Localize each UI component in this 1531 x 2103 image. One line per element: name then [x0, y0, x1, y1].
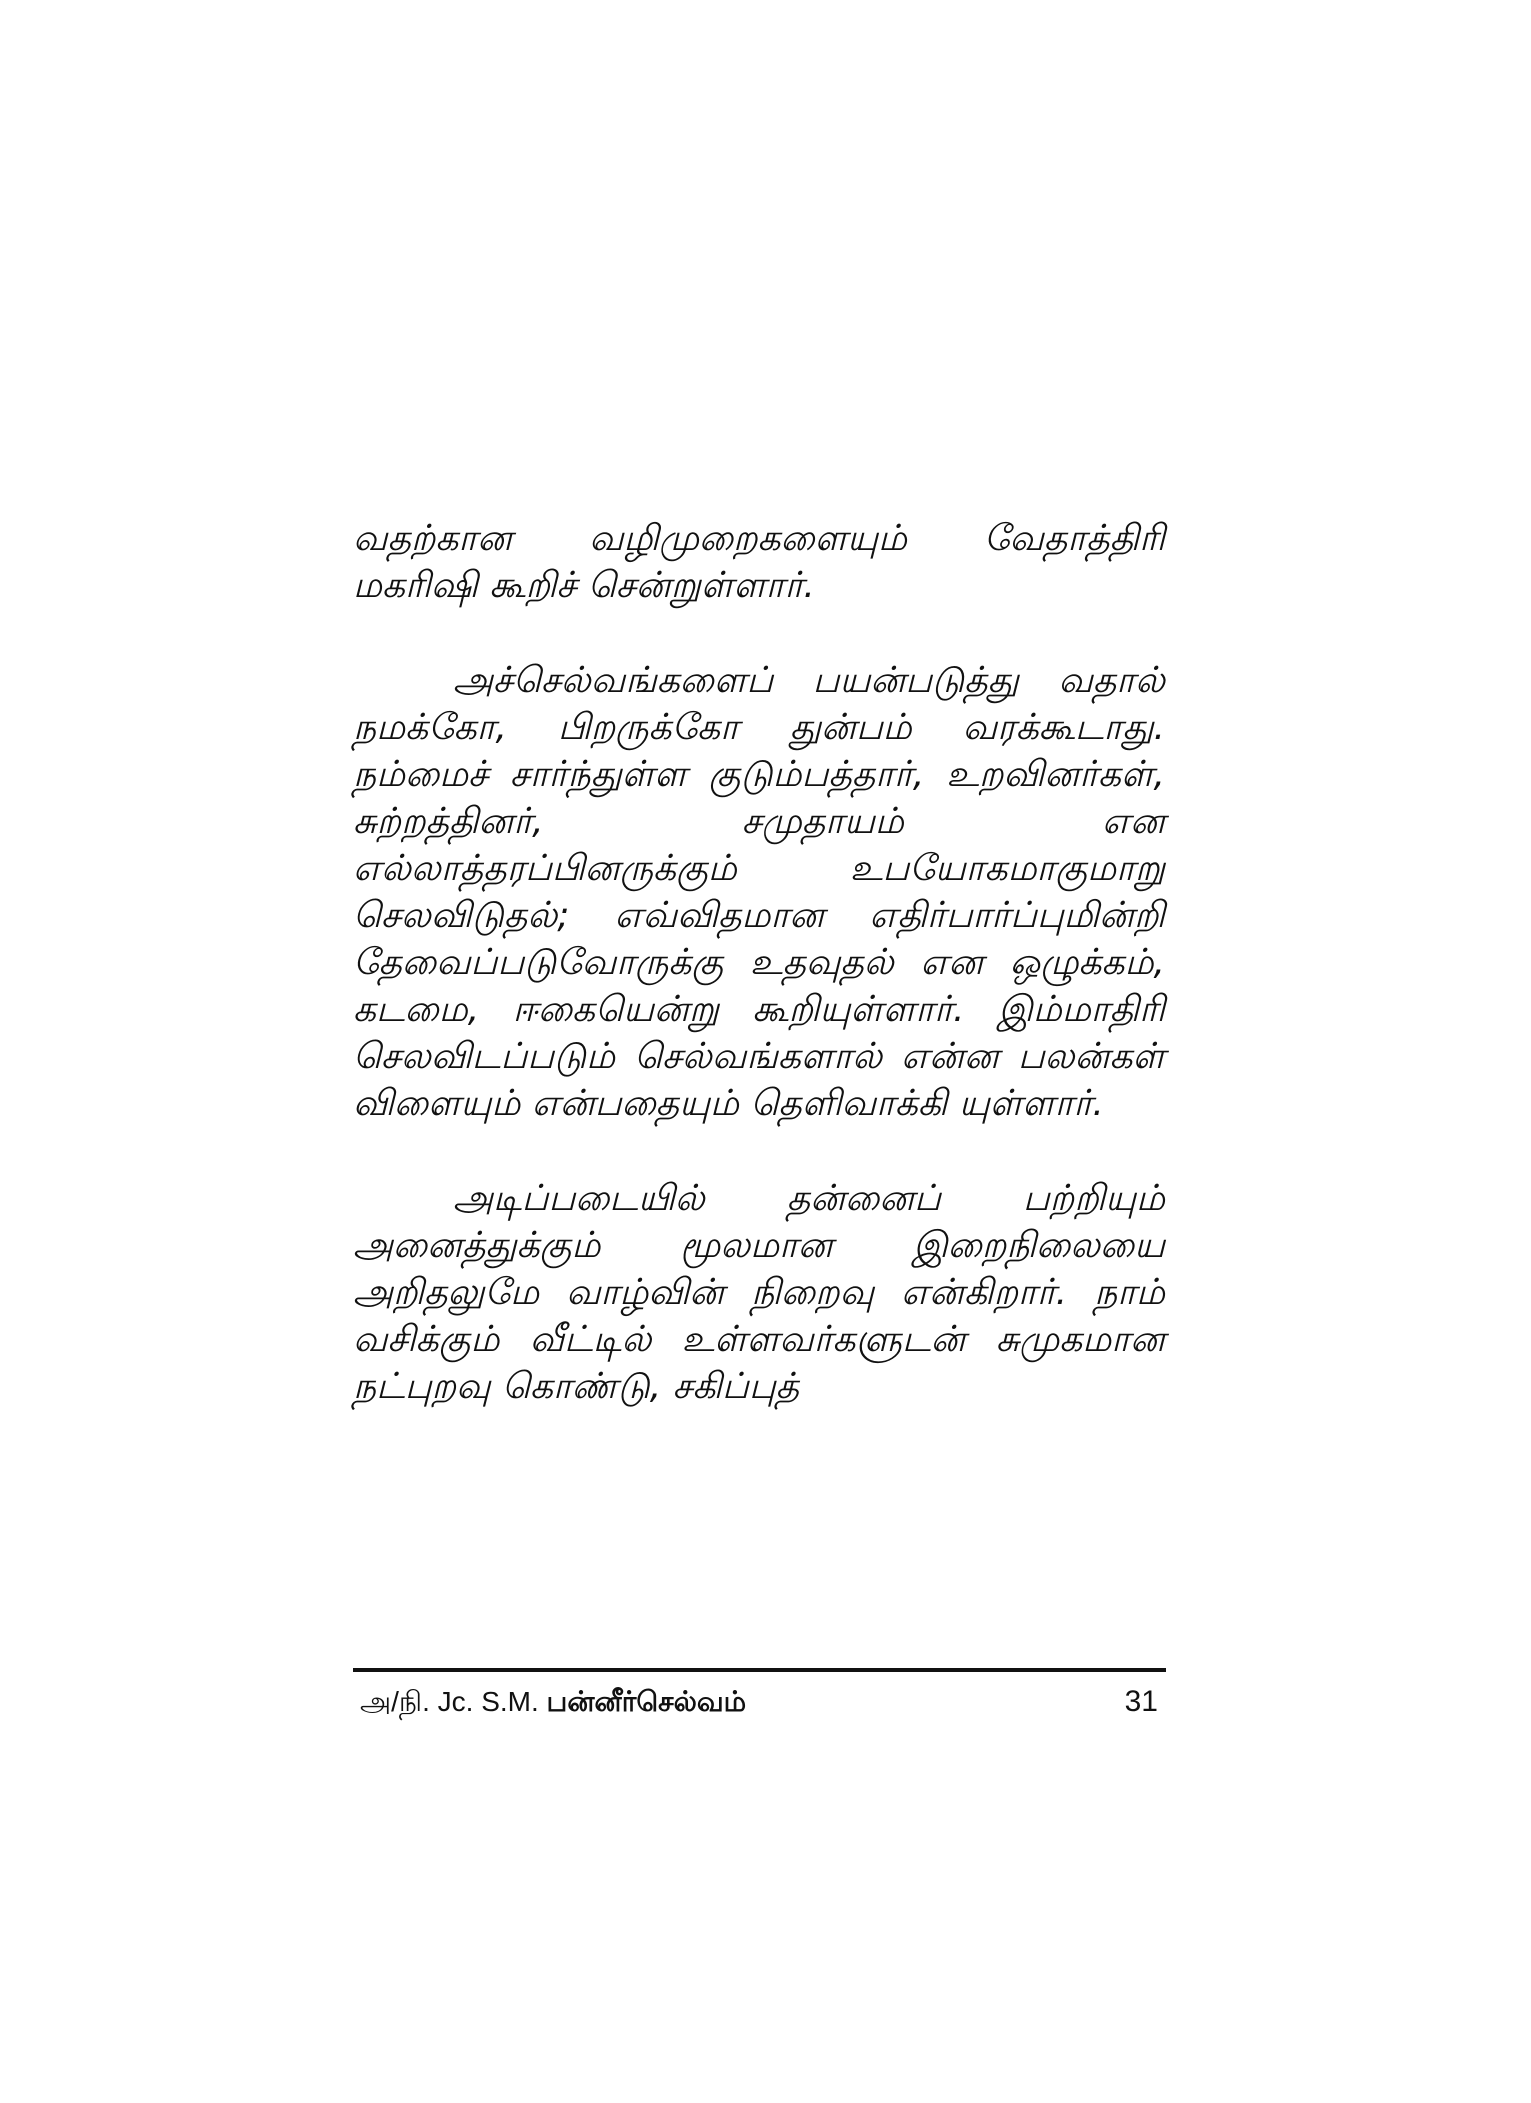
paragraph-wealth-usage: அச்செல்வங்களைப் பயன்படுத்து வதால் நமக்கோ, பிறருக்கோ துன்பம் வரக்கூடாது. நம்மைச் சார்ந்துள்ள குடும்பத்தார், உறவினர்கள், சுற்றத்தினர், சமுதாயம் என எல்லாத்தரப்பினருக்கும் உபயோகமாகுமாறு செலவிடுதல்; எவ்விதமான எதிர்பார்ப்புமின்றி தேவைப்படுவோருக்கு உதவுதல் என ஒழுக்கம், கடமை, ஈகையென்று கூறியுள்ளார். இம்மாதிரி செலவிடப்படும் செல்வங்களால் என்ன பலன்கள் விளையும் என்பதையும் தெளிவாக்கி யுள்ளார்.	[353, 660, 1165, 1124]
footer-author-prefix: அ/நி. Jc. S.M.	[360, 1686, 539, 1717]
paragraph-continuation: வதற்கான வழிமுறைகளையும் வேதாத்திரி மகரிஷி கூறிச் சென்றுள்ளார்.	[353, 518, 1165, 606]
footer-divider	[353, 1668, 1166, 1672]
footer-author-name: பன்னீர்செல்வம்	[546, 1686, 747, 1717]
page-footer	[360, 1680, 1166, 1724]
footer-author	[360, 1680, 746, 1724]
paragraph-self-knowledge: அடிப்படையில் தன்னைப் பற்றியும் அனைத்துக்கும் மூலமான இறைநிலையை அறிதலுமே வாழ்வின் நிறைவு என்கிறார். நாம் வசிக்கும் வீட்டில் உள்ளவர்களுடன் சுமுகமான நட்புறவு கொண்டு, சகிப்புத்	[353, 1178, 1165, 1407]
page-number: 31	[1124, 1685, 1158, 1718]
body-text	[353, 515, 1165, 1458]
